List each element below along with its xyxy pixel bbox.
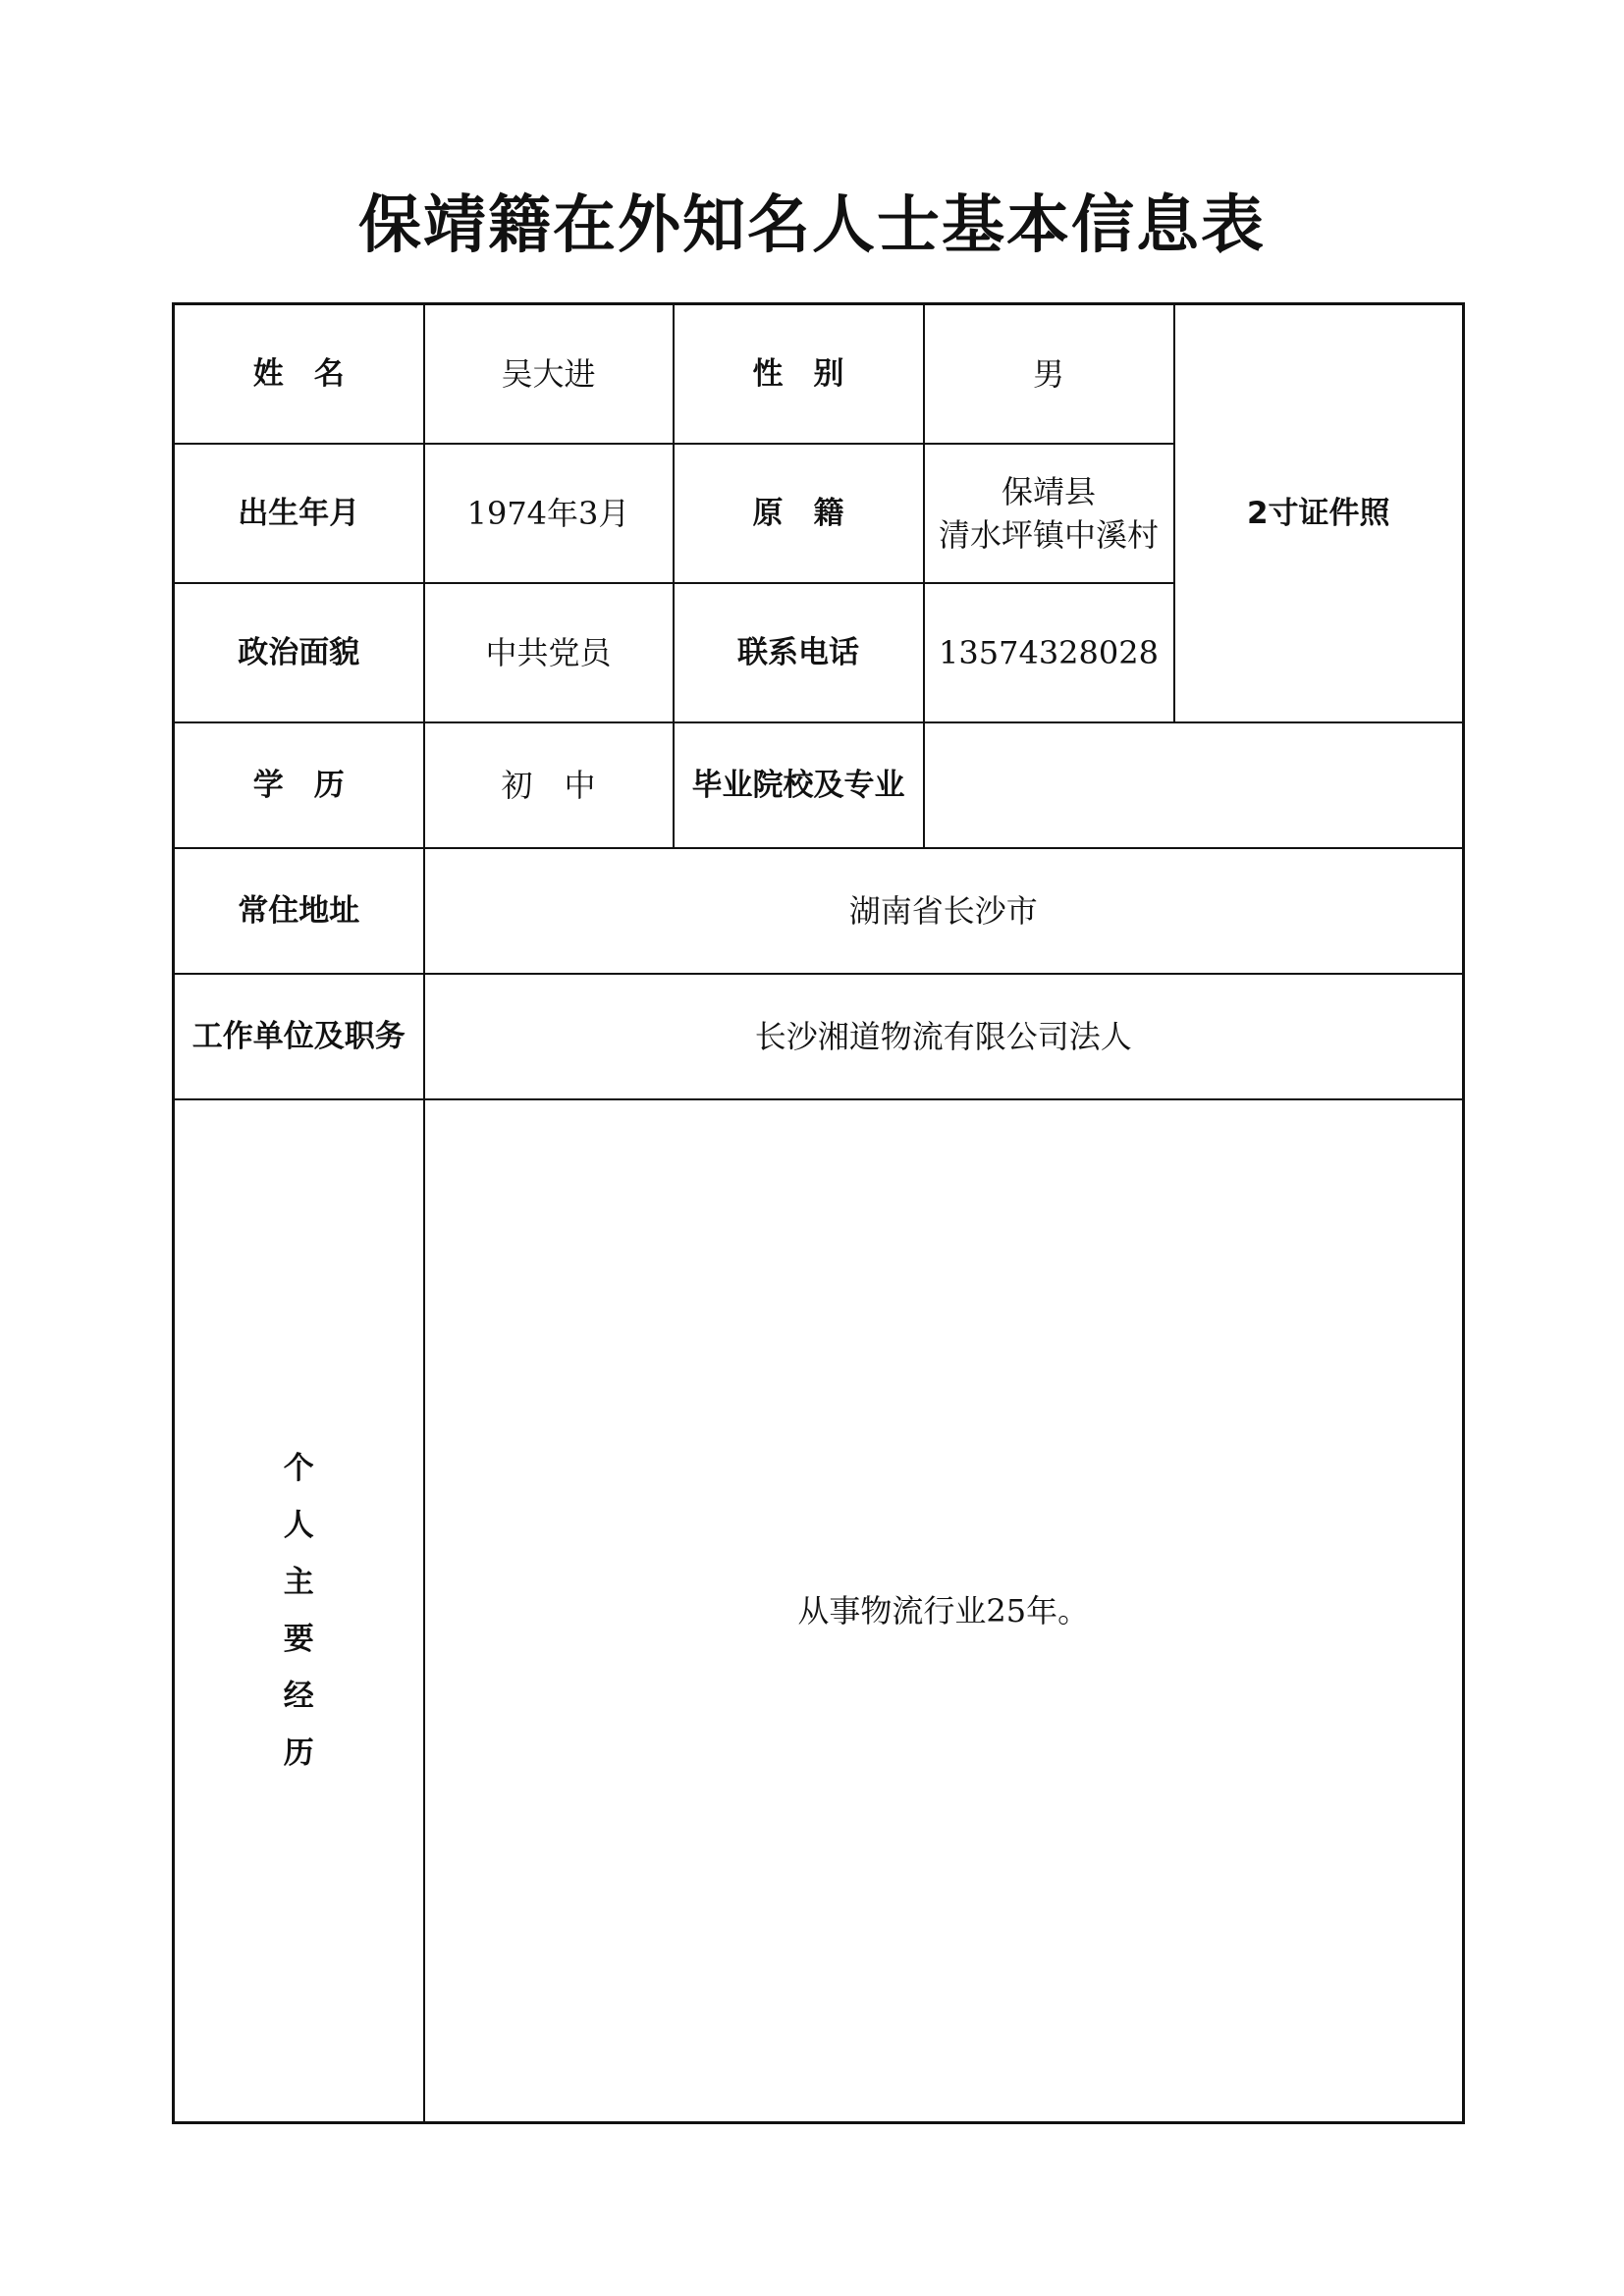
origin-line-2: 清水坪镇中溪村 xyxy=(938,515,1159,554)
education-label: 学 历 xyxy=(174,722,424,848)
education-value: 初 中 xyxy=(424,722,674,848)
origin-line-1: 保靖县 xyxy=(1001,472,1096,510)
name-label: 姓 名 xyxy=(174,304,424,444)
info-table xyxy=(172,302,1465,2124)
origin-value xyxy=(924,444,1174,583)
experience-label-cell xyxy=(174,1099,424,2123)
phone-value: 13574328028 xyxy=(924,583,1174,722)
school-label: 毕业院校及专业 xyxy=(674,722,924,848)
gender-value: 男 xyxy=(924,304,1174,444)
work-label: 工作单位及职务 xyxy=(174,974,424,1099)
page-title: 保靖籍在外知名人士基本信息表 xyxy=(358,188,1266,262)
row-work xyxy=(174,974,1464,1099)
photo-placeholder: 2寸证件照 xyxy=(1174,304,1464,722)
address-value: 湖南省长沙市 xyxy=(424,848,1464,974)
address-label: 常住地址 xyxy=(174,848,424,974)
row-experience xyxy=(174,1099,1464,2123)
phone-label: 联系电话 xyxy=(674,583,924,722)
gender-label: 性 别 xyxy=(674,304,924,444)
birth-label: 出生年月 xyxy=(174,444,424,583)
school-value xyxy=(924,722,1464,848)
row-address xyxy=(174,848,1464,974)
origin-label: 原 籍 xyxy=(674,444,924,583)
name-value: 吴大进 xyxy=(424,304,674,444)
experience-label: 个人主要经历 xyxy=(283,1450,314,1771)
birth-value: 1974年3月 xyxy=(424,444,674,583)
row-education xyxy=(174,722,1464,848)
political-label: 政治面貌 xyxy=(174,583,424,722)
row-name xyxy=(174,304,1464,444)
political-value: 中共党员 xyxy=(424,583,674,722)
experience-value: 从事物流行业25年。 xyxy=(424,1099,1464,2123)
work-value: 长沙湘道物流有限公司法人 xyxy=(424,974,1464,1099)
